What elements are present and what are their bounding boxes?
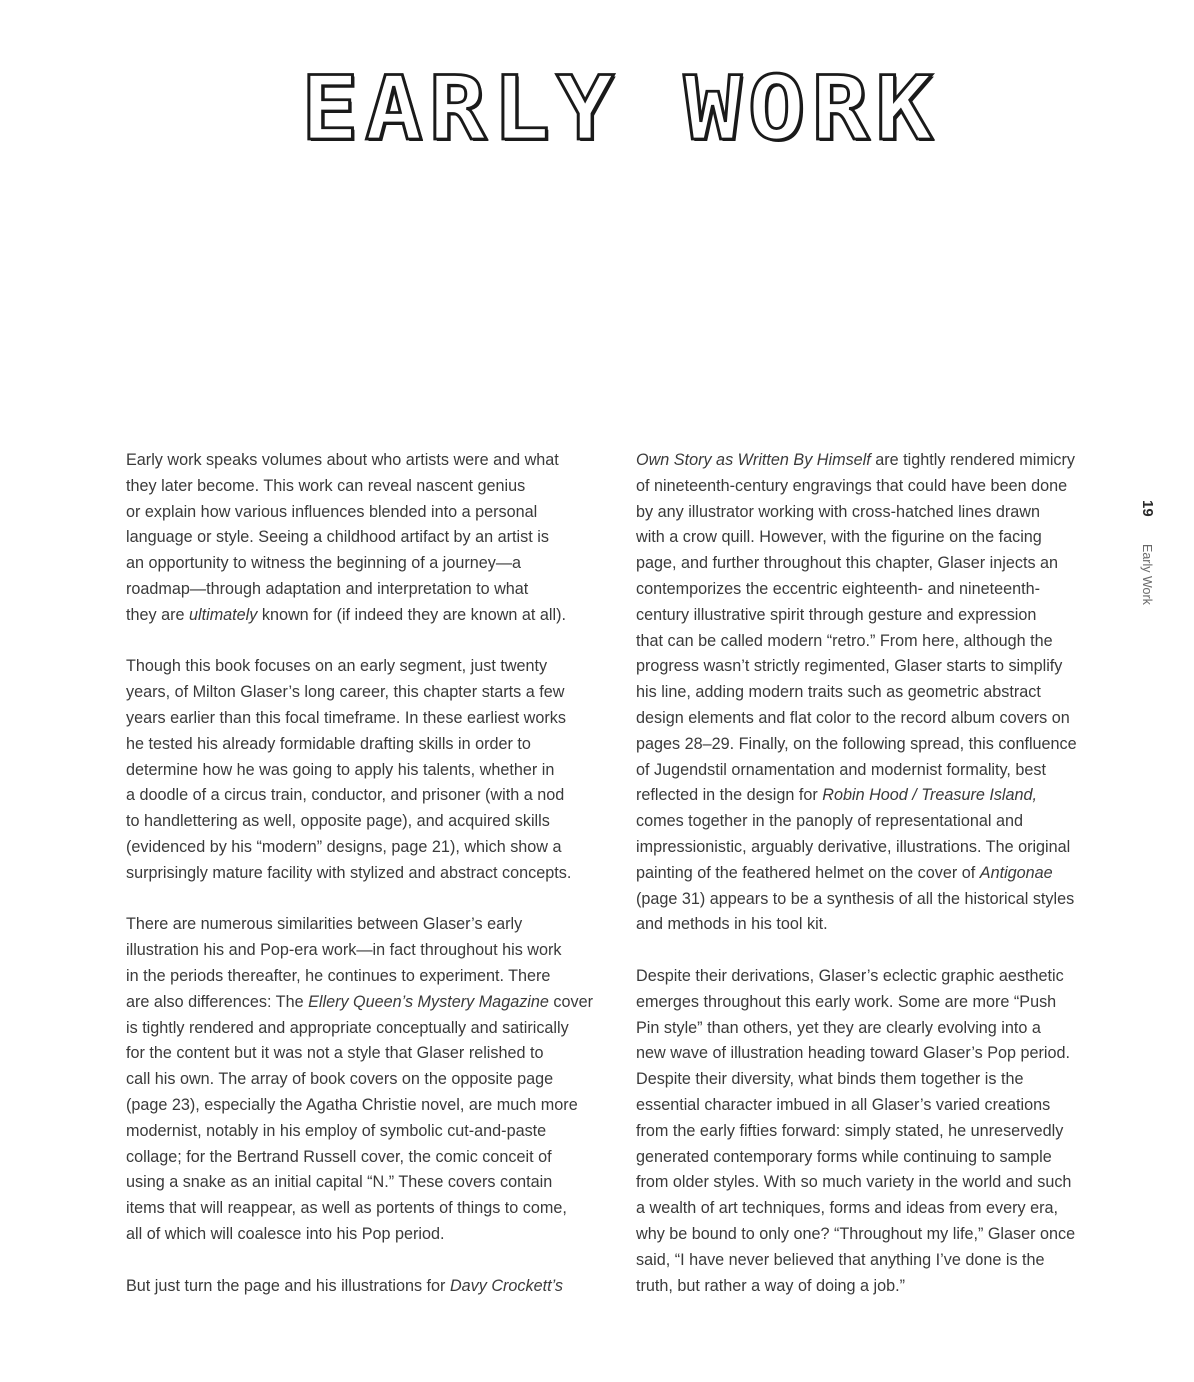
text-line: years, of Milton Glaser’s long career, this chapter starts a few [126,683,565,702]
text-line: Though this book focuses on an early segment, just twenty [126,657,548,676]
text-line: a wealth of art techniques, forms and ideas from every era, [636,1199,1058,1218]
text-run: they are [126,605,189,624]
text-line [636,861,1126,887]
text-line: generated contemporary forms while continuing to sample [636,1147,1052,1166]
text-line: progress wasn’t strictly regimented, Glaser starts to simplify [636,657,1063,676]
text-line: or explain how various influences blended into a personal [126,502,538,521]
text-line: (page 23), especially the Agatha Christie novel, are much more [126,1095,578,1114]
italic-text: Davy Crockett’s [449,1276,563,1295]
text-line: (page 31) appears to be a synthesis of all the historical styles [636,889,1075,908]
paragraph [126,448,616,629]
paragraph [126,654,616,886]
text-line [126,990,616,1016]
text-line: design elements and flat color to the record album covers on [636,708,1070,727]
text-line: collage; for the Bertrand Russell cover, the comic conceit of [126,1147,552,1166]
text-line: for the content but it was not a style that Glaser relished to [126,1044,544,1063]
text-run: are tightly rendered mimicry [870,451,1075,469]
text-run: are also differences: The [126,992,309,1011]
text-line: truth, but rather a way of doing a job.” [636,1276,906,1295]
text-line: from older styles. With so much variety in the world and such [636,1173,1072,1192]
text-line: Early work speaks volumes about who artists were and what [126,451,559,469]
text-line: a doodle of a circus train, conductor, and prisoner (with a nod [126,786,565,805]
text-line: impressionistic, arguably derivative, illustrations. The original [636,837,1071,856]
text-line: page, and further throughout this chapter, Glaser injects an [636,554,1059,573]
text-line: roadmap—through adaptation and interpretation to what [126,579,529,598]
text-line: and methods in his tool kit. [636,915,828,934]
text-line: in the periods thereafter, he continues to experiment. There [126,966,551,985]
text-line [126,603,616,629]
text-line: years earlier than this focal timeframe. In these earliest works [126,708,566,727]
text-line: language or style. Seeing a childhood artifact by an artist is [126,528,549,547]
paragraph [126,1274,616,1300]
italic-text: Own Story as Written By Himself [636,451,871,469]
text-line: with a crow quill. However, with the figurine on the facing [636,528,1042,547]
text-line: modernist, notably in his employ of symbolic cut-and-paste [126,1121,547,1140]
page-number: 19 [1139,500,1156,517]
text-line: Despite their diversity, what binds them together is the [636,1070,1024,1089]
text-run: known for (if indeed they are known at all). [257,605,566,624]
text-line: surprisingly mature facility with stylized and abstract concepts. [126,863,572,882]
text-line: illustration his and Pop-era work—in fact throughout his work [126,941,562,960]
text-line [126,1274,616,1300]
text-line: items that will reappear, as well as portents of things to come, [126,1199,567,1218]
text-line: pages 28–29. Finally, on the following spread, this confluence [636,734,1077,753]
paragraph [126,912,616,1247]
text-line: of Jugendstil ornamentation and modernist formality, best [636,760,1046,779]
italic-text: Ellery Queen’s Mystery Magazine [308,992,549,1011]
text-line: Pin style” than others, yet they are clearly evolving into a [636,1018,1041,1037]
running-head: Early Work [1140,544,1154,605]
text-run: cover [548,992,593,1011]
text-line: all of which will coalesce into his Pop period. [126,1224,445,1243]
text-line: emerges throughout this early work. Some are more “Push [636,992,1057,1011]
text-line: (evidenced by his “modern” designs, page 21), which show a [126,837,562,856]
text-line: new wave of illustration heading toward Glaser’s Pop period. [636,1044,1071,1063]
italic-text: ultimately [189,605,258,624]
folio [1130,500,1170,620]
text-line: that can be called modern “retro.” From here, although the [636,631,1053,650]
text-line: contemporizes the eccentric eighteenth- and nineteenth- [636,579,1041,598]
paragraph [636,964,1126,1299]
text-line [636,448,1126,474]
chapter-title: EARLY WORK [301,57,939,161]
text-line: by any illustrator working with cross-hatched lines drawn [636,502,1040,521]
text-line: is tightly rendered and appropriate conceptually and satirically [126,1018,569,1037]
text-line [636,783,1126,809]
text-line: from the early fifties forward: simply stated, he unreservedly [636,1121,1064,1140]
text-line: said, “I have never believed that anything I’ve done is the [636,1250,1045,1269]
text-line: Despite their derivations, Glaser’s eclectic graphic aesthetic [636,966,1064,985]
text-line: using a snake as an initial capital “N.” These covers contain [126,1173,553,1192]
text-line: they later become. This work can reveal nascent genius [126,476,526,495]
text-line: comes together in the panoply of representational and [636,812,1023,831]
text-line: determine how he was going to apply his talents, whether in [126,760,555,779]
text-line: There are numerous similarities between Glaser’s early [126,915,523,934]
right-column [636,448,1126,1325]
text-line: his line, adding modern traits such as geometric abstract [636,683,1041,702]
text-line: an opportunity to witness the beginning of a journey—a [126,554,522,573]
text-line: to handlettering as well, opposite page), and acquired skills [126,812,550,831]
text-line: call his own. The array of book covers on the opposite page [126,1070,554,1089]
paragraph [636,448,1126,938]
text-line: of nineteenth-century engravings that could have been done [636,476,1068,495]
text-line: century illustrative spirit through gesture and expression [636,605,1037,624]
text-line: he tested his already formidable drafting skills in order to [126,734,531,753]
text-run: reflected in the design for [636,786,823,805]
italic-text: Robin Hood / Treasure Island, [822,786,1038,805]
text-run: But just turn the page and his illustrations for [126,1276,450,1295]
left-column [126,448,616,1325]
text-line: why be bound to only one? “Throughout my life,” Glaser once [636,1224,1076,1243]
italic-text: Antigonae [979,863,1053,882]
text-line: essential character imbued in all Glaser’s varied creations [636,1095,1051,1114]
text-run: painting of the feathered helmet on the cover of [636,863,980,882]
